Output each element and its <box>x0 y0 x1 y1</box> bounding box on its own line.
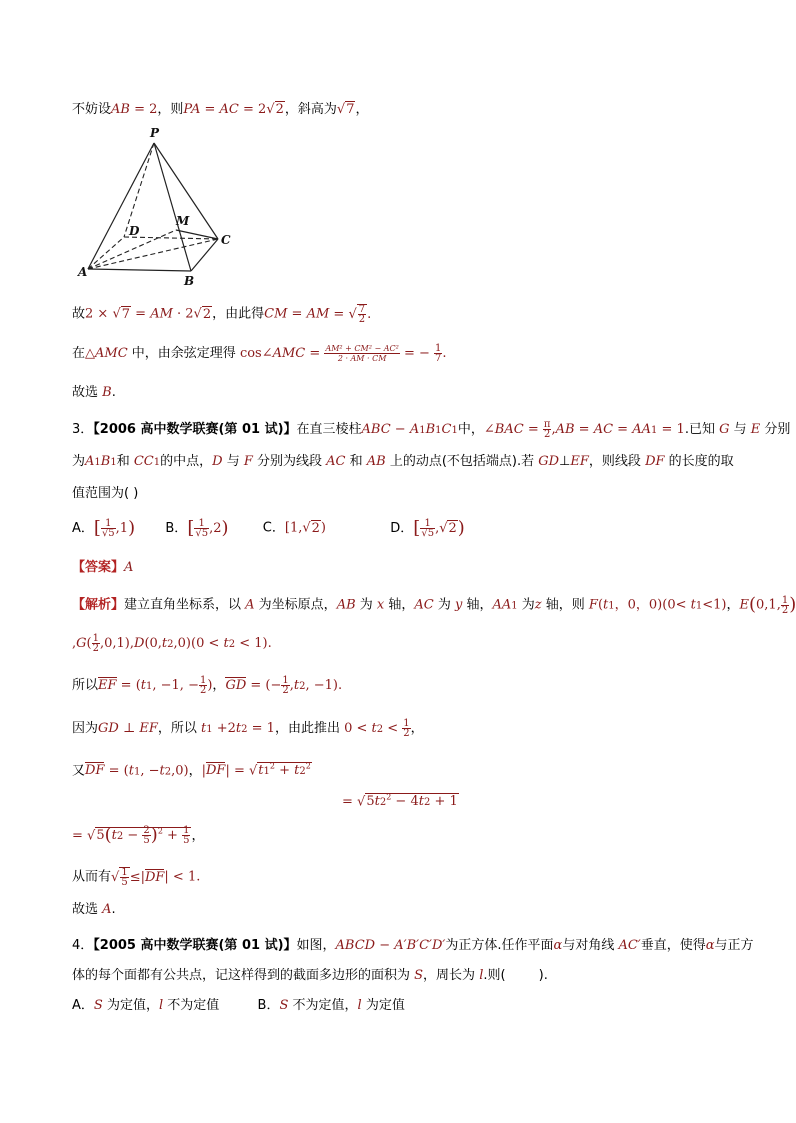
q4-option-a: A．S 为定值，l 不为定值 <box>72 998 220 1013</box>
q4-number: 4． <box>72 938 94 953</box>
q4-option-b: B．S 不为定值，l 为定值 <box>257 998 405 1013</box>
answer-value: A <box>124 560 134 575</box>
q3-option-c: C．[1,√2) <box>262 520 326 536</box>
label-d: D <box>129 224 140 238</box>
line-assume: 不妨设AB = 2，则PA = AC = 2√2，斜高为√7， <box>72 102 369 117</box>
label-a: A <box>78 265 88 279</box>
q3-analysis-line-3: 所以EF = (t1, −1, − $\frac{1}{2}$ )，GD = (− $\frac{1}{2}$ ,t2, −1). <box>72 675 343 696</box>
label-p: P <box>150 126 160 140</box>
q3-analysis-line-8: 从而有√ $\frac{1}{5}$ ≤|DF| < 1. <box>72 867 201 888</box>
q3-answer-line <box>72 558 133 578</box>
pyramid-figure <box>76 125 246 290</box>
q4-source: 【2005 高中数学联赛(第 01 试)】 <box>93 938 297 953</box>
q4-stem-line-2: 体的每个面都有公共点，记这样得到的截面多边形的面积为 S，周长为 l.则( ). <box>72 968 548 983</box>
q3-option-d: D．[ $\frac{1}{√5}$ ,√2) <box>390 517 465 539</box>
q3-analysis-line-2: ,G( $\frac{1}{2}$ ,0,1),D(0,t2,0)(0 < t2 < 1). <box>72 633 272 654</box>
q3-analysis-line-7: = √5(t2 − $\frac{2}{5}$ )$^2$ + $\frac{1}{5}$ ， <box>72 824 205 847</box>
q3-stem-line-2: 为A1B1和 CC1的中点，D 与 F 分别为线段 AC 和 AB 上的动点(不包括端点).若 GD⊥EF，则线段 DF 的长度的取 <box>72 454 734 469</box>
label-c: C <box>221 233 231 247</box>
q3-option-b: B．[ $\frac{1}{√5}$ ,2) <box>165 517 229 539</box>
q3-source: 【2006 高中数学联赛(第 01 试)】 <box>93 422 297 437</box>
line-choose-b: 故选 B. <box>72 385 116 400</box>
analysis-tag: 【解析】 <box>72 597 125 613</box>
q4-options <box>72 996 405 1016</box>
q3-options <box>72 518 465 544</box>
answer-tag: 【答案】 <box>72 560 125 575</box>
q3-analysis-line-6: = $√5t2^2 - 4t2 + 1$ <box>342 793 458 810</box>
q3-option-a: A．[ $\frac{1}{√5}$ ,1) <box>72 517 136 539</box>
line-cos: 在△AMC 中，由余弦定理得 cos∠AMC = $\frac{\text{AM² + CM² − AC²}}{2 \cdot AM \cdot CM}$ = − $\frac{1}{7}$ . <box>72 343 447 364</box>
label-b: B <box>184 274 195 288</box>
q3-stem-line-1: 3．【2006 高中数学联赛(第 01 试)】在直三棱柱ABC − A1B1C1中，∠BAC = $\frac{\pi}{2}$ ,AB = AC = AA1 = 1.已知 G 与 E 分别 <box>72 419 791 440</box>
q4-stem-line-1: 4．【2005 高中数学联赛(第 01 试)】如图，ABCD − A′B′C′D′为正方体.任作平面α与对角线 AC′垂直，使得α与正方 <box>72 938 754 953</box>
label-m: M <box>176 214 190 228</box>
q3-number: 3． <box>72 422 94 437</box>
q3-analysis-line-5: 又DF = (t1, −t2,0)，$|DF| = √t1^2 + t2^2$ <box>72 762 311 779</box>
q3-analysis-line-1: 【解析】建立直角坐标系，以 A 为坐标原点，AB 为 x 轴，AC 为 y 轴，AA1 为z 轴，则 F(t1，0，0)(0< t1<1)，E(0,1, $\frac{1}{2}$ ) <box>72 594 796 616</box>
q3-stem-line-3: 值范围为( ) <box>72 486 139 501</box>
q3-analysis-line-4: 因为GD ⊥ EF，所以 t1 +2t2 = 1，由此推出 0 < t2 < $\frac{1}{2}$ ， <box>72 718 424 739</box>
line-hence-cm: 故2 × √7 = AM · 2√2，由此得CM = AM = √ $\frac{7}{2}$ . <box>72 304 372 325</box>
q3-conclusion: 故选 A. <box>72 902 116 917</box>
